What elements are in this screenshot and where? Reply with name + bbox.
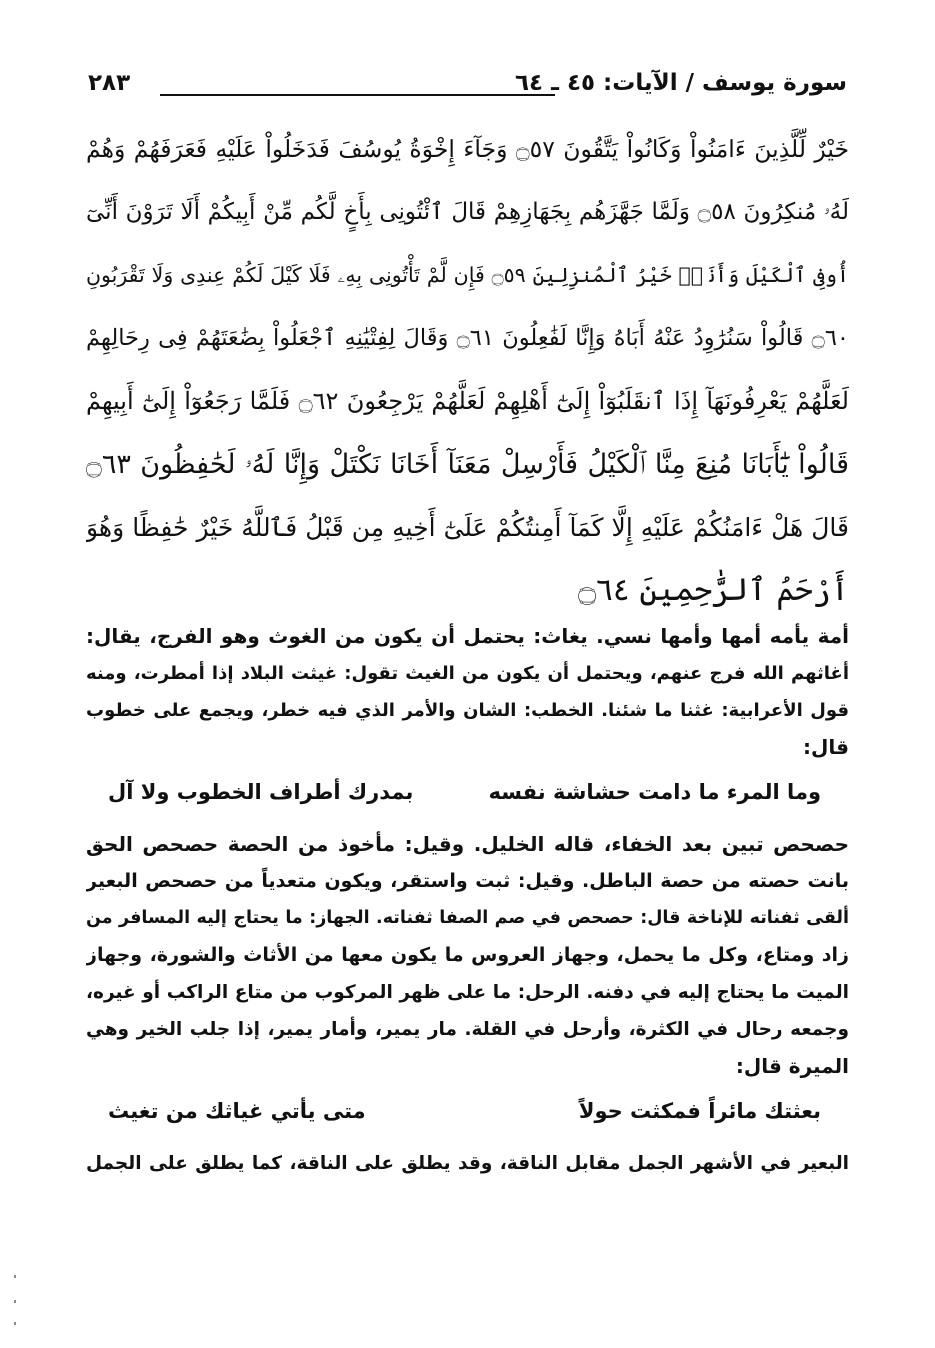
commentary-line: ألقى ثفناته للإناخة قال: حصحص في صم الصفا ثفناته. الجهاز: ما يحتاج إليه المسافر من — [86, 908, 849, 928]
poem-first-hemistich: وما المرء ما دامت حشاشة نفسه — [488, 780, 821, 804]
verse-line: خَيْرٌ لِّلَّذِينَ ءَامَنُواْ وَكَانُواْ يَتَّقُونَ ۝٥٧ وَجَآءَ إِخْوَةُ يُوسُفَ فَدَخَلُواْ عَلَيْهِ فَعَرَفَهُمْ وَهُمْ — [86, 135, 849, 163]
poem-second-hemistich: بمدرك أطراف الخطوب ولا آل — [108, 780, 414, 804]
quran-verses — [86, 118, 849, 622]
commentary-line: أغاثهم الله فرج عنهم، ويحتمل أن يكون من الغيث تقول: غيثت البلاد إذا أمطرت، ومنه — [86, 663, 849, 684]
poem-verse — [86, 1085, 849, 1145]
commentary-line: قال: — [803, 735, 849, 759]
commentary-line: الميت ما يحتاج إليه في دفنه. الرحل: ما على ظهر المركوب من متاع الراكب أو غيره، — [86, 982, 849, 1003]
verse-line: أُوفِى ٱلْكَيْلَ وَأَنَا۠ خَيْرُ ٱلْمُنزِلِينَ ۝٥٩ فَإِن لَّمْ تَأْتُونِى بِهِۦ فَلَا كَيْلَ لَكُمْ عِندِى وَلَا تَقْرَبُونِ — [86, 263, 849, 287]
page-number: ٢٨٣ — [88, 70, 131, 96]
commentary-line: أمة يأمه أمها وأمها نسي. يغاث: يحتمل أن يكون من الغوث وهو الفرج، يقال: — [86, 624, 849, 648]
commentary-line: زاد ومتاع، وكل ما يحمل، وجهاز العروس ما يكون معها من الأثاث والشورة، وجهاز — [86, 944, 849, 966]
commentary — [86, 618, 849, 1182]
header-rule — [160, 94, 555, 96]
commentary-line: قول الأعرابية: غثنا ما شئنا. الخطب: الشان والأمر الذي فيه خطر، ويجمع على خطوب — [86, 700, 849, 721]
scan-speck — [14, 1322, 16, 1325]
poem-verse — [86, 766, 849, 826]
verse-line: قَالَ هَلْ ءَامَنُكُمْ عَلَيْهِ إِلَّا كَمَآ أَمِنتُكُمْ عَلَىٰٓ أَخِيهِ مِن قَبْلُ فَٱللَّهُ خَيْرٌ حَٰفِظًا وَهُوَ — [86, 513, 849, 542]
verse-line: لَهُۥ مُنكِرُونَ ۝٥٨ وَلَمَّا جَهَّزَهُم بِجَهَازِهِمْ قَالَ ٱئْتُونِى بِأَخٍ لَّكُم مِّنْ أَبِيكُمْ أَلَا تَرَوْنَ أَنِّىٓ — [86, 199, 849, 225]
poem-first-hemistich: بعثتك مائراً فمكثت حولاً — [578, 1099, 821, 1123]
commentary-line: البعير في الأشهر الجمل مقابل الناقة، وقد يطلق على الناقة، كما يطلق على الجمل — [86, 1153, 849, 1174]
commentary-line: حصحص تبين بعد الخفاء، قاله الخليل. وقيل: مأخوذ من الحصة حصحص الحق — [86, 832, 849, 856]
verse-line: قَالُواْ يَٰٓأَبَانَا مُنِعَ مِنَّا ٱلْكَيْلُ فَأَرْسِلْ مَعَنَآ أَخَانَا نَكْتَلْ وَإِنَّا لَهُۥ لَحَٰفِظُونَ ۝٦٣ — [86, 449, 849, 480]
verse-line: أَرْحَمُ ٱلرَّٰحِمِينَ ۝٦٤ — [578, 572, 849, 608]
page-header — [88, 68, 847, 108]
commentary-line: بانت حصته من حصة الباطل. وقيل: ثبت واستقر، ويكون متعدياً من حصحص البعير — [86, 870, 849, 892]
page-header-title: سورة يوسف / الآيات: ٤٥ ـ ٦٤ — [515, 70, 847, 96]
scan-speck — [14, 1300, 16, 1303]
scan-speck — [14, 1275, 16, 1278]
poem-second-hemistich: متى يأتي غياثك من تغيث — [108, 1099, 366, 1123]
commentary-line: الميرة قال: — [735, 1054, 849, 1078]
verse-line: لَعَلَّهُمْ يَعْرِفُونَهَآ إِذَا ٱنقَلَبُوٓاْ إِلَىٰٓ أَهْلِهِمْ لَعَلَّهُمْ يَرْجِعُونَ ۝٦٢ فَلَمَّا رَجَعُوٓاْ إِلَىٰٓ أَبِيهِمْ — [86, 387, 849, 415]
commentary-line: وجمعه رحال في الكثرة، وأرحل في القلة. مار يمير، وأمار يمير، إذا جلب الخير وهي — [86, 1019, 849, 1040]
verse-line: ۝٦٠ قَالُواْ سَنُرَٰوِدُ عَنْهُ أَبَاهُ وَإِنَّا لَفَٰعِلُونَ ۝٦١ وَقَالَ لِفِتْيَٰنِهِ ٱجْعَلُواْ بِضَٰعَتَهُمْ فِى رِحَالِهِمْ — [86, 325, 849, 351]
